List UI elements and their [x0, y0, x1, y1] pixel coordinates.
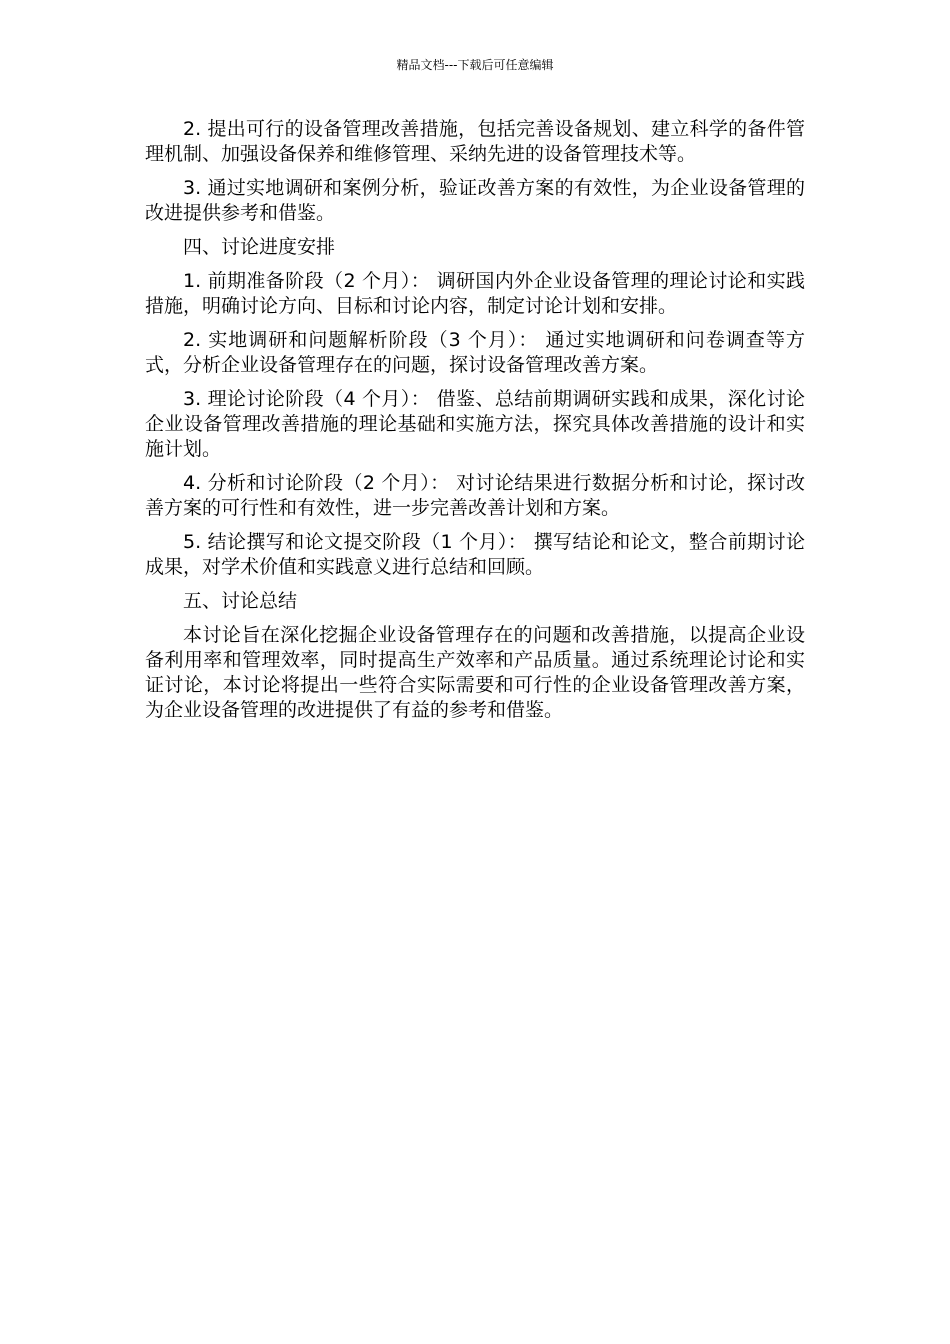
paragraph-goal-2: 2. 提出可行的设备管理改善措施，包括完善设备规划、建立科学的备件管理机制、加强设备保养和维修管理、采纳先进的设备管理技术等。: [145, 118, 805, 165]
page-header: 精品文档---下载后可任意编辑: [396, 58, 554, 72]
section-heading-summary: 五、讨论总结: [183, 590, 298, 612]
paragraph-stage-4: 4. 分析和讨论阶段（2 个月）： 对讨论结果进行数据分析和讨论，探讨改善方案的可行性和有效性，进一步完善改善计划和方案。: [145, 472, 805, 519]
section-heading-schedule: 四、讨论进度安排: [183, 236, 336, 258]
paragraph-stage-1: 1. 前期准备阶段（2 个月）： 调研国内外企业设备管理的理论讨论和实践措施，明确讨论方向、目标和讨论内容，制定讨论计划和安排。: [145, 270, 805, 317]
paragraph-stage-3: 3. 理论讨论阶段（4 个月）： 借鉴、总结前期调研实践和成果，深化讨论企业设备管理改善措施的理论基础和实施方法，探究具体改善措施的设计和实施计划。: [145, 388, 805, 460]
paragraph-stage-2: 2. 实地调研和问题解析阶段（3 个月）： 通过实地调研和问卷调查等方式，分析企业设备管理存在的问题，探讨设备管理改善方案。: [145, 329, 805, 376]
paragraph-stage-5: 5. 结论撰写和论文提交阶段（1 个月）： 撰写结论和论文，整合前期讨论成果，对学术价值和实践意义进行总结和回顾。: [145, 531, 805, 578]
paragraph-summary: 本讨论旨在深化挖掘企业设备管理存在的问题和改善措施，以提高企业设备利用率和管理效率，同时提高生产效率和产品质量。通过系统理论讨论和实证讨论，本讨论将提出一些符合实际需要和可行性的企业设备管理改善方案，为企业设备管理的改进提供了有益的参考和借鉴。: [145, 624, 805, 721]
document-body: [145, 117, 805, 732]
paragraph-goal-3: 3. 通过实地调研和案例分析，验证改善方案的有效性，为企业设备管理的改进提供参考和借鉴。: [145, 177, 805, 224]
